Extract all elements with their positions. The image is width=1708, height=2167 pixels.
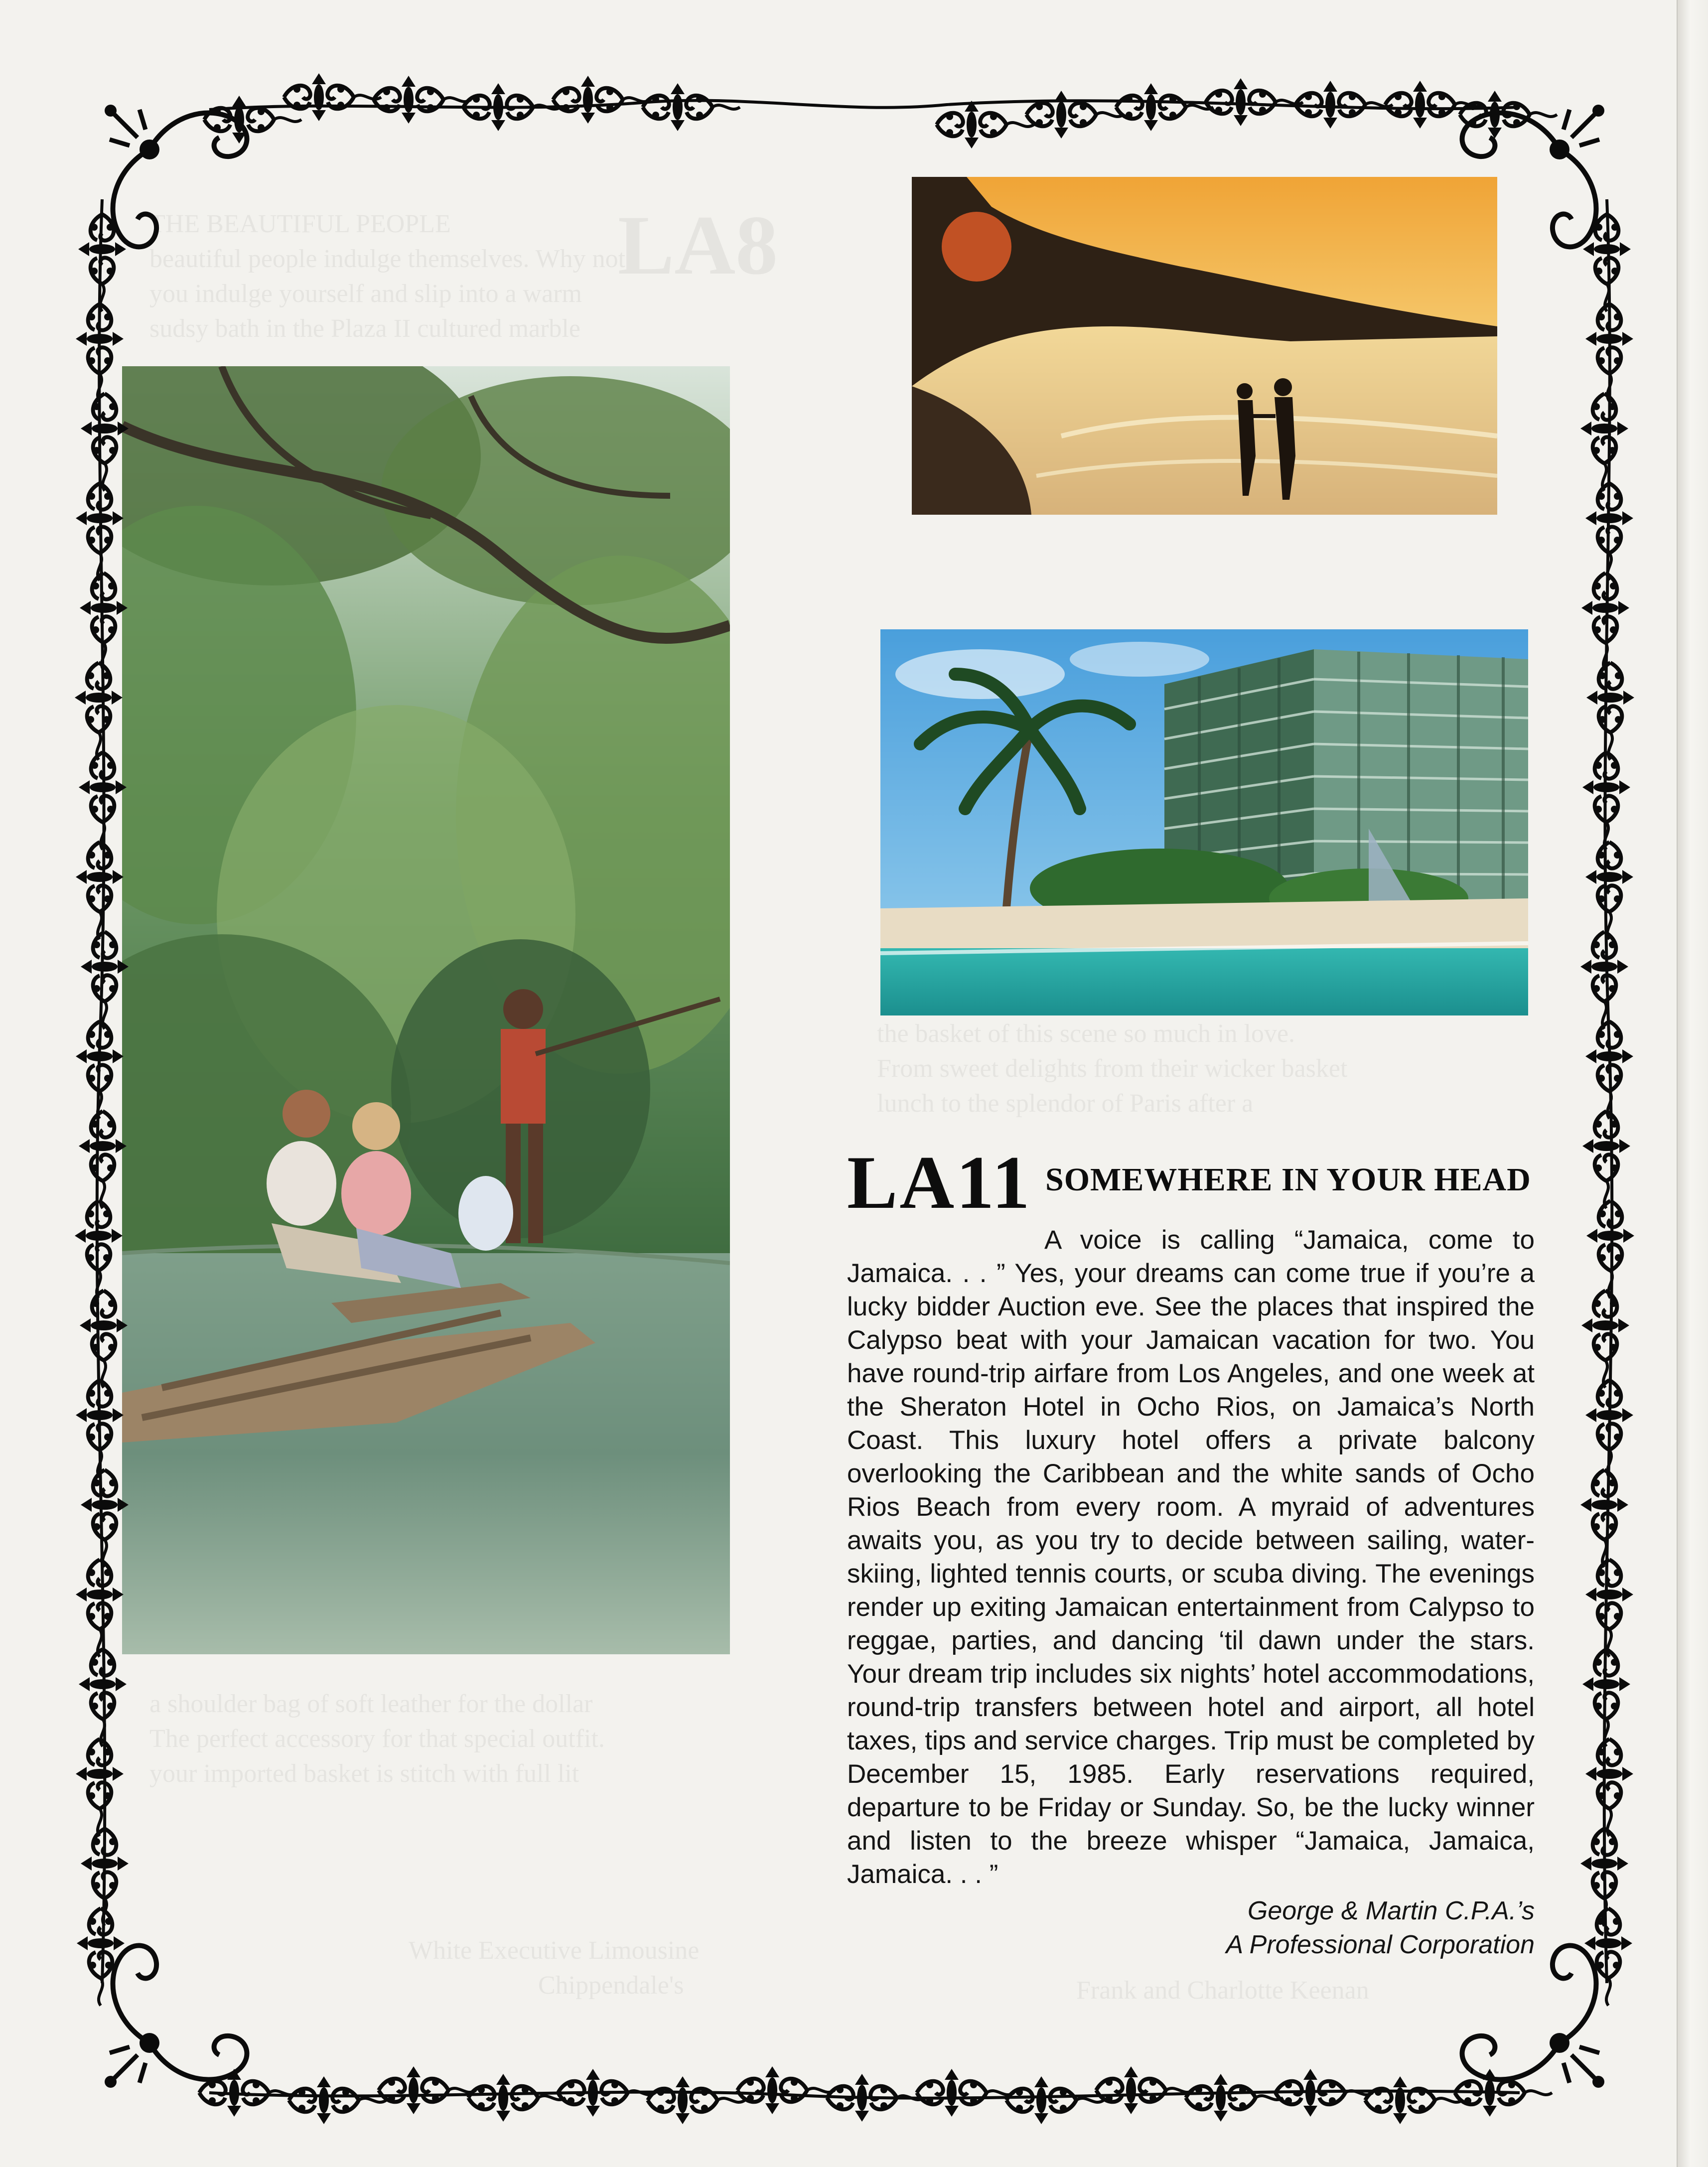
ghost-text: you indulge yourself and slip into a warm bbox=[149, 280, 582, 308]
ghost-text: your imported basket is stitch with full lit bbox=[149, 1759, 579, 1788]
ghost-text: The perfect accessory for that special outfit. bbox=[149, 1725, 605, 1753]
ghost-text: beautiful people indulge themselves. Why not bbox=[149, 245, 626, 273]
donor-company: A Professional Corporation bbox=[1226, 1930, 1535, 1959]
lot-heading bbox=[847, 1141, 1535, 1224]
ghost-lot-la8: LA8 bbox=[618, 198, 778, 292]
ghost-text: lunch to the splendor of Paris after a bbox=[877, 1089, 1254, 1118]
ghost-text: Frank and Charlotte Keenan bbox=[1076, 1976, 1369, 2005]
ghost-text: a shoulder bag of soft leather for the dollar bbox=[149, 1690, 593, 1718]
donor-name: George & Martin C.P.A.’s bbox=[1247, 1896, 1535, 1925]
ghost-text: sudsy bath in the Plaza II cultured marble bbox=[149, 314, 580, 343]
ghost-text: Chippendale's bbox=[538, 1971, 684, 2000]
ghost-text: the basket of this scene so much in love. bbox=[877, 1019, 1295, 1048]
lot-description: A voice is calling “Jamaica, come to Jamaica. . . ” Yes, your dreams can come true if you’re a lucky bidder Auction eve. See the places that inspired the Calypso beat with your Jamaican vacation for two. You have round-trip airfare from Los Angeles, and one week at the Sheraton Hotel in Ocho Rios, on Jamaica’s North Coast. This luxury hotel offers a private balcony overlooking the Caribbean and the white sands of Ocho Rios Beach from every room. A myraid of adventures awaits you, as you try to decide between sailing, water-skiing, lighted tennis courts, or scuba diving. The evenings render up exiting Jamaican entertainment from Calypso to reggae, parties, and dancing ‘til dawn under the stars. Your dream trip includes six nights’ hotel accommodations, round-trip transfers between hotel and airport, all hotel taxes, tips and service charges. Trip must be completed by December 15, 1985. Early reservations required, departure to be Friday or Sunday. So, be the lucky winner and listen to the breeze whisper “Jamaica, Jamaica, Jamaica. . . ” bbox=[847, 1225, 1535, 1889]
lot-number: LA11 bbox=[847, 1141, 1032, 1224]
ghost-text: THE BEAUTIFUL PEOPLE bbox=[149, 210, 451, 238]
auction-lot-article bbox=[847, 1141, 1535, 1962]
lot-title: SOMEWHERE IN YOUR HEAD bbox=[1045, 1161, 1531, 1198]
ghost-text: From sweet delights from their wicker basket bbox=[877, 1054, 1348, 1083]
ghost-text: White Executive Limousine bbox=[409, 1936, 700, 1965]
adjacent-page-edge bbox=[1677, 0, 1708, 2167]
donor-signature bbox=[847, 1894, 1535, 1962]
